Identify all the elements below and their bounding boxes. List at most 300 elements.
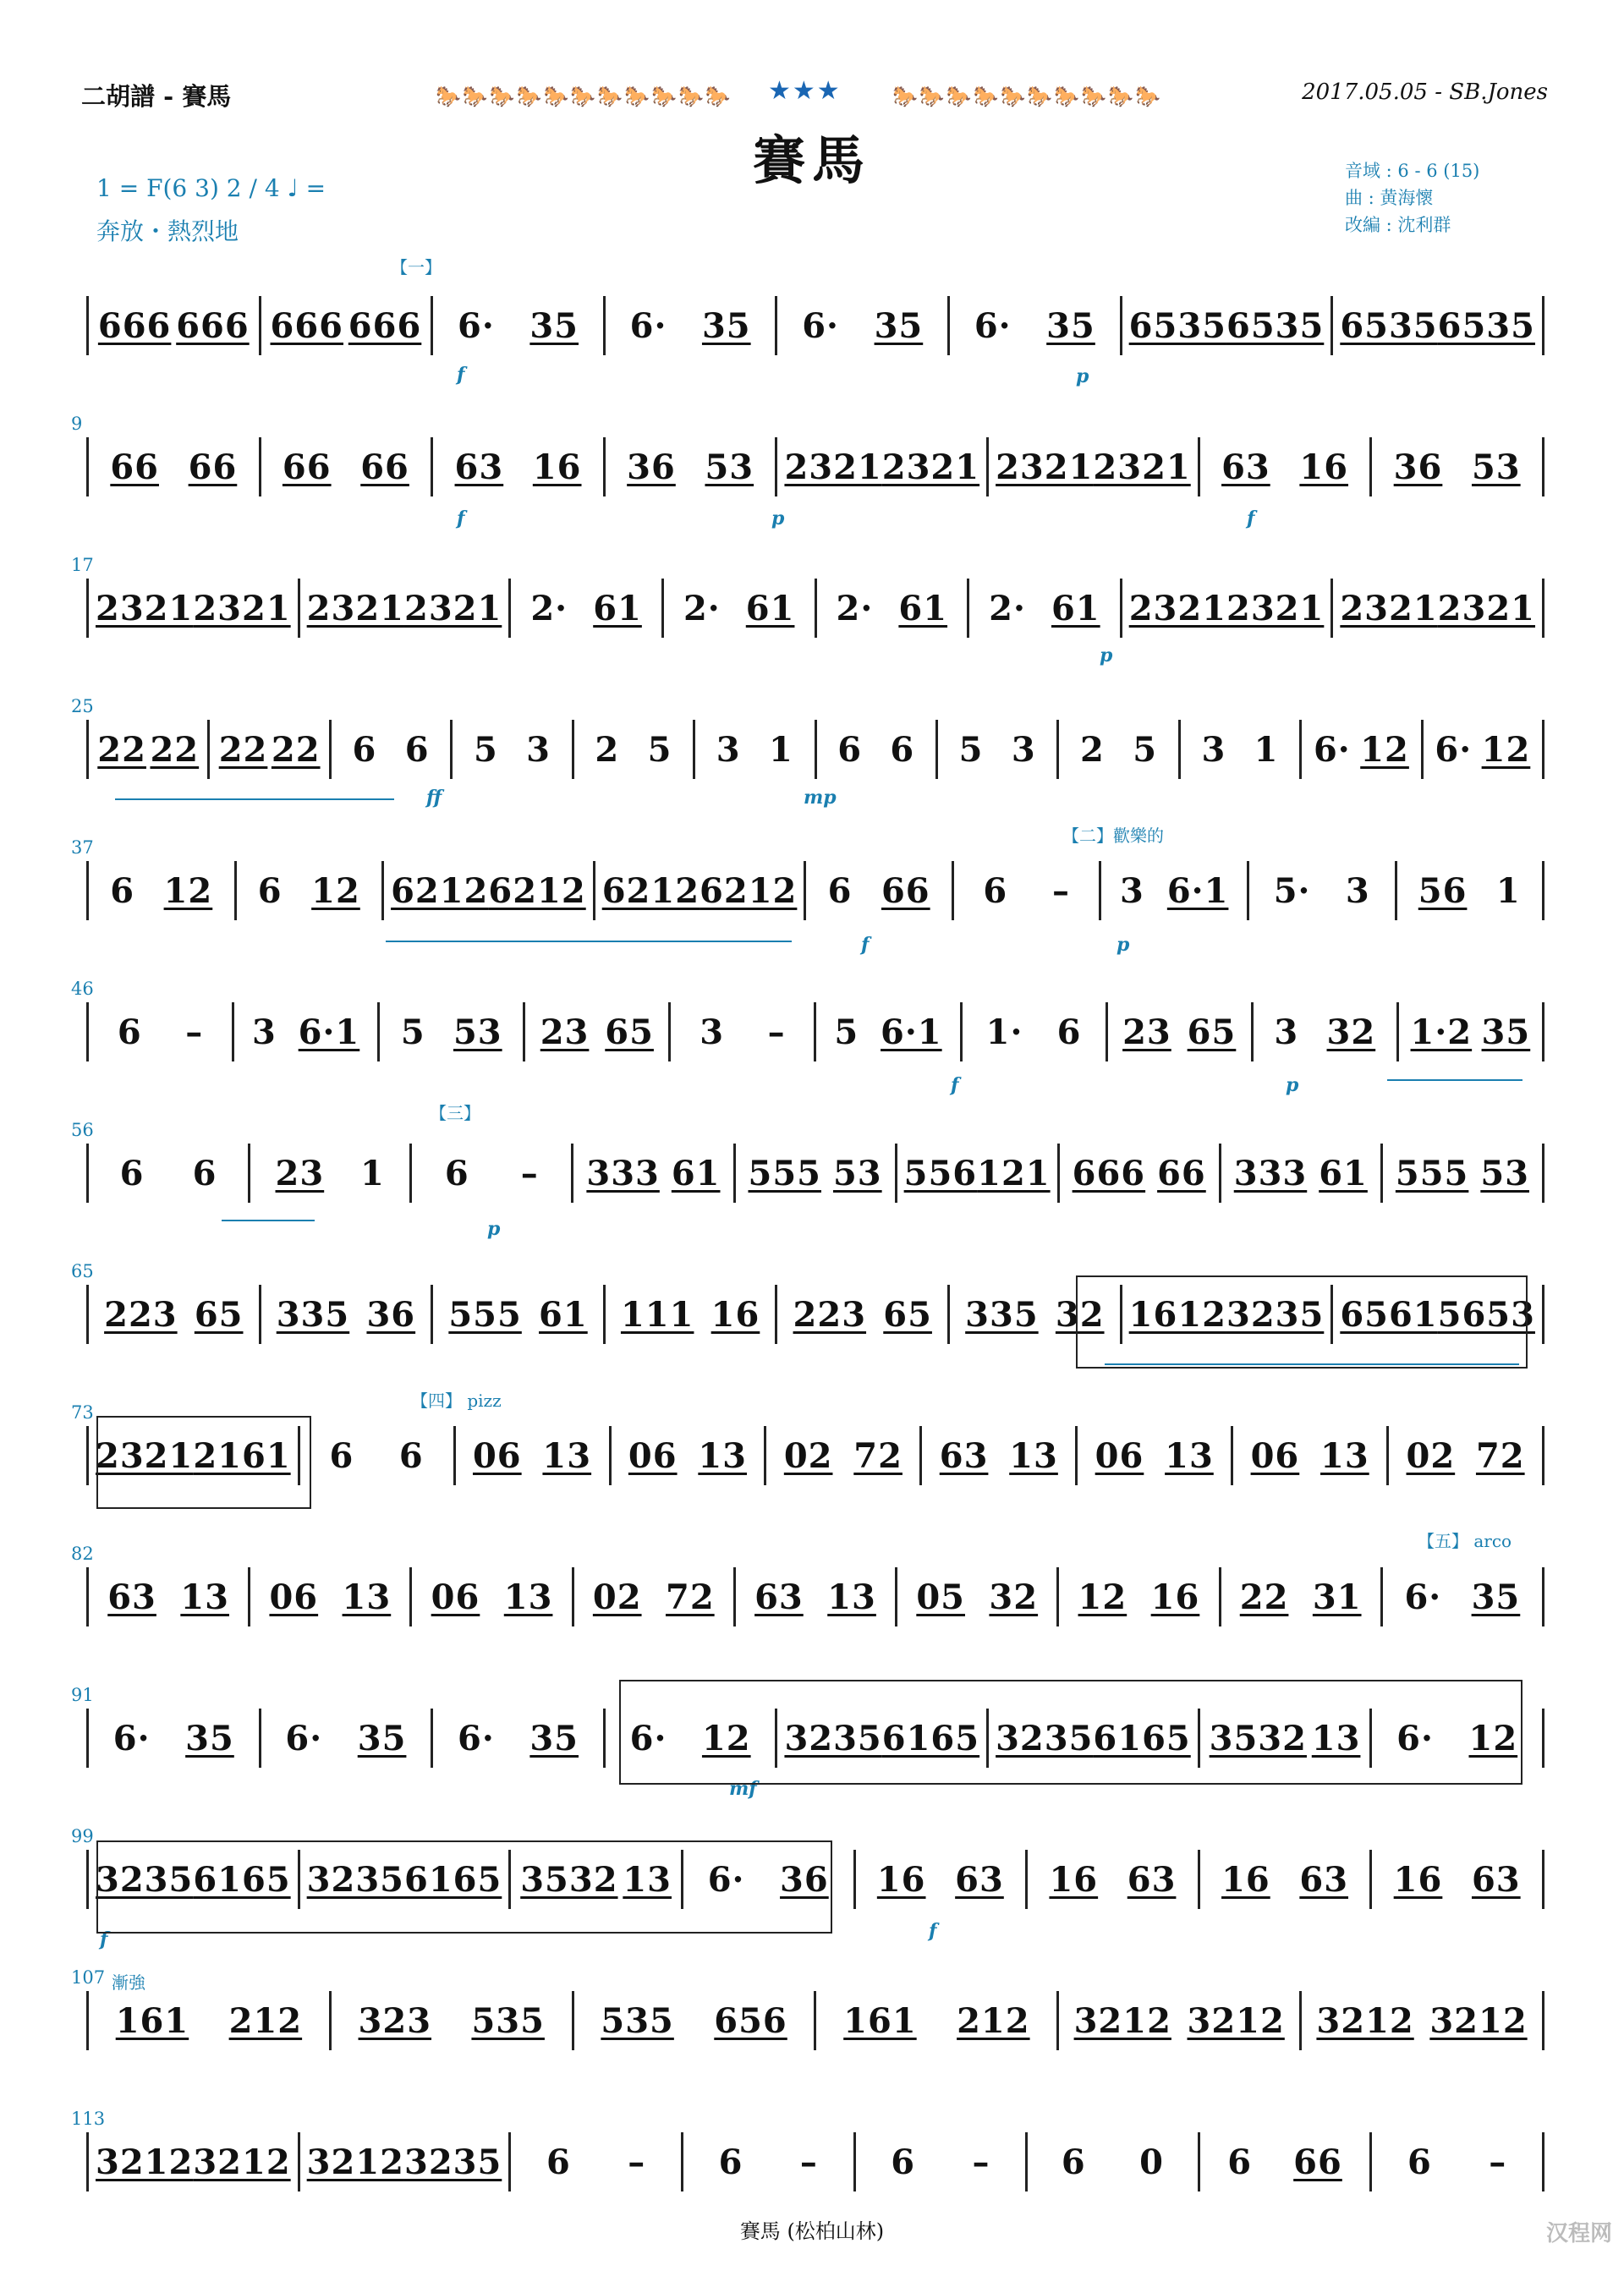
measure [1120,579,1331,638]
measure [1025,2132,1198,2191]
note-group: 36 [1393,447,1443,487]
measure-row [86,1144,1544,1203]
section-marker-4: 【四】 pizz [411,1391,502,1411]
measure [259,1285,431,1344]
note-group: 6 [119,1153,145,1193]
measure [1369,1850,1544,1909]
note-group: 3235 [1226,1294,1325,1335]
measure [207,720,328,779]
note-group: 13 [698,1435,748,1476]
note-group: 3212 [306,2142,404,2182]
measure [733,1144,895,1203]
dynamic-marking: ff [426,787,442,809]
note-group: 32 [1055,1294,1105,1335]
note-group: 1 [359,1153,385,1193]
note-group: 2· [530,588,568,628]
note-group: 16 [1393,1859,1443,1900]
note-group: 212 [957,2000,1030,2041]
note-group: 13 [1165,1435,1214,1476]
range-info: 音域 : 6 - 6 (15) [1345,161,1480,181]
note-group: 3212 [1073,2000,1171,2041]
note-group: 31 [1312,1577,1362,1617]
note-group: 16 [1299,447,1349,487]
note-group: 555 [1395,1153,1469,1193]
dynamic-marking: f [929,1920,937,1942]
hairpin [1105,1363,1519,1365]
note-group: – [628,2142,646,2182]
note-group: 2321 [1437,588,1535,628]
note-group: 16 [1049,1859,1099,1900]
note-group: 3235 [96,1859,194,1900]
note-group: 6· [802,305,839,346]
measure [1395,861,1545,920]
note-group: 666 [176,305,250,346]
note-group: 13 [1320,1435,1369,1476]
note-group: 223 [104,1294,178,1335]
measure [86,720,207,779]
measure-number: 113 [71,2109,106,2129]
measure-row [86,1991,1544,2050]
note-group: 35 [1481,1012,1531,1052]
note-group: 6535 [1340,305,1438,346]
note-group: 22 [150,729,200,770]
note-group: 3235 [784,1718,882,1758]
note-group: 53 [1471,447,1521,487]
note-group: 6 [546,2142,571,2182]
note-group: 61 [593,588,642,628]
note-group: 6 [827,870,853,911]
measure [1025,1850,1198,1909]
note-group: 6165 [403,1859,502,1900]
note-group: 06 [472,1435,522,1476]
boxed-passage-2 [96,1416,311,1509]
note-group: 53 [453,1012,502,1052]
measure [431,437,603,496]
measure [232,1002,377,1061]
note-group: 3 [1201,729,1226,770]
measure [1299,1991,1544,2050]
measure [259,1709,431,1768]
note-group: 6535 [1437,305,1535,346]
note-group: 3 [1011,729,1036,770]
measure-number: 46 [71,979,94,999]
note-group: 3 [1274,1012,1299,1052]
note-group: 6212 [601,870,700,911]
stars-decoration: ★★★ [768,76,842,106]
score-line [71,414,1544,530]
note-group: 16 [710,1294,760,1335]
credits [1345,157,1479,239]
note-group: 2· [836,588,874,628]
note-group: 6·1 [298,1012,360,1052]
note-group: 2321 [403,588,502,628]
note-group: 36 [366,1294,416,1335]
note-group: 61 [745,588,795,628]
note-group: 06 [628,1435,678,1476]
note-group: 66 [1157,1153,1206,1193]
measure-number: 65 [71,1261,94,1281]
note-group: 3 [716,729,741,770]
note-group: 656 [714,2000,787,2041]
note-group: – [1489,2142,1507,2182]
note-group: 6 [398,1435,424,1476]
note-group: 3212 [1187,2000,1285,2041]
measure [1330,579,1544,638]
measure [1330,296,1544,355]
note-group: 333 [1233,1153,1308,1193]
note-group: 36 [627,447,676,487]
measure [431,1285,603,1344]
note-group: 12 [701,1718,751,1758]
note-group: 61 [539,1294,588,1335]
measure [298,2132,509,2191]
note-group: 1 [768,729,793,770]
measure [86,1567,248,1626]
note-group: 63 [454,447,504,487]
note-group: 6·1 [1166,870,1229,911]
measure-row [86,2132,1544,2191]
note-group: 1 [1254,729,1279,770]
score-line [71,555,1544,672]
dynamic-marking: p [1116,934,1130,956]
note-group: 6 [117,1012,142,1052]
section-marker-5: 【五】 arco [1418,1531,1512,1551]
measure [1380,1567,1544,1626]
measure [1231,1426,1386,1485]
measure [572,1991,815,2050]
note-group: 6·1 [881,1012,942,1052]
note-group: 12 [1481,729,1531,770]
note-group: 6 [890,729,915,770]
note-group: 6 [718,2142,743,2182]
measure-number: 56 [71,1120,94,1140]
measure [409,1144,571,1203]
note-group: 35 [874,305,924,346]
dynamic-marking: p [487,1218,501,1240]
note-group: 666 [270,305,343,346]
note-group: 6 [352,729,377,770]
note-group: 111 [620,1294,694,1335]
note-group: 6· [629,1718,667,1758]
note-group: 6 [1061,2142,1086,2182]
note-group: 161 [843,2000,917,2041]
score-line [71,979,1544,1095]
measure [1251,1002,1396,1061]
note-group: 2321 [306,588,404,628]
note-group: – [799,2142,818,2182]
measure [298,579,509,638]
note-group: 3235 [403,2142,502,2182]
measure [259,296,431,355]
dynamic-marking: f [457,364,465,386]
note-group: 53 [705,447,754,487]
measure [814,1991,1056,2050]
measure [259,437,431,496]
note-group: 2321 [1128,588,1227,628]
measure [919,1426,1075,1485]
note-group: 65 [605,1012,654,1052]
measure [329,720,450,779]
note-group: 05 [916,1577,965,1617]
note-group: 13 [827,1577,876,1617]
measure [952,861,1100,920]
note-group: 35 [529,305,579,346]
note-group: 3532 [520,1859,618,1900]
dynamic-marking: p [1286,1074,1299,1096]
measure [693,720,814,779]
note-group: 65 [1187,1012,1237,1052]
note-group: 5 [958,729,984,770]
measure [86,1144,248,1203]
note-group: 3 [700,1012,725,1052]
note-group: 2· [683,588,721,628]
key-signature: 1 = F(6 3) 2 / 4 ♩ = [96,174,326,202]
dynamic-marking: f [861,934,870,956]
score-header-left: 二胡譜 - 賽馬 [81,82,232,111]
note-group: 6 [1056,1012,1082,1052]
measure [775,296,947,355]
note-group: 3212 [1316,2000,1414,2041]
horse-decoration-right: 🐎🐎🐎🐎🐎🐎🐎🐎🐎🐎 [892,85,1162,108]
note-group: 16 [1150,1577,1200,1617]
arranger-info: 改編 : 沈利群 [1345,215,1451,235]
note-group: 63 [1221,447,1270,487]
note-group: 35 [529,1718,579,1758]
note-group: 13 [180,1577,229,1617]
measure [453,1426,609,1485]
note-group: 1612 [1128,1294,1226,1335]
note-group: 3 [526,729,551,770]
note-group: – [1052,870,1071,911]
measure [1396,1002,1544,1061]
note-group: 6535 [1128,305,1226,346]
measure [733,1567,895,1626]
measure [815,720,935,779]
measure-number: 82 [71,1544,94,1564]
note-group: 22 [1239,1577,1289,1617]
boxed-passage-1 [1076,1275,1528,1369]
measure [775,437,986,496]
measure [986,437,1198,496]
measure [593,861,804,920]
measure [895,1567,1056,1626]
measure [814,1002,959,1061]
note-group: 333 [586,1153,660,1193]
note-group: 5 [400,1012,425,1052]
dynamic-marking: p [771,507,785,529]
measure [1369,2132,1544,2191]
note-group: 5 [1133,729,1158,770]
measure [86,296,259,355]
note-group: 2· [989,588,1026,628]
note-group: 63 [939,1435,989,1476]
note-group: 16 [1221,1859,1270,1900]
note-group: 13 [1311,1718,1361,1758]
note-group: – [520,1153,539,1193]
note-group: 5 [834,1012,859,1052]
hairpin [222,1220,315,1221]
measure-row [86,1002,1544,1061]
note-group: 6 [444,1153,469,1193]
note-group: 12 [1360,729,1409,770]
note-group: 2321 [996,447,1094,487]
measure [86,1002,232,1061]
note-group: 666 [348,305,422,346]
measure-number: 91 [71,1685,94,1705]
note-group: 5653 [1437,1294,1535,1335]
note-group: 63 [955,1859,1004,1900]
measure [234,861,382,920]
note-group: 6212 [700,870,798,911]
note-group: 35 [701,305,751,346]
note-group: 6 [891,2142,916,2182]
note-group: 72 [1475,1435,1525,1476]
note-group: 66 [282,447,332,487]
note-group: 13 [623,1859,672,1900]
note-group: – [185,1012,204,1052]
note-group: 212 [228,2000,303,2041]
note-group: 6· [458,1718,495,1758]
note-group: – [972,2142,990,2182]
note-group: 02 [592,1577,642,1617]
note-group: 6· [285,1718,323,1758]
note-group: 535 [471,2000,545,2041]
measure [1380,1144,1544,1203]
measure [815,579,968,638]
note-group: 63 [107,1577,156,1617]
measure-number: 25 [71,696,94,716]
note-group: 2321 [96,588,194,628]
measure [431,296,603,355]
note-group: 6· [1396,1718,1434,1758]
note-group: 6 [983,870,1008,911]
note-group: 6· [1313,729,1351,770]
note-group: 2161 [193,1435,291,1476]
note-group: 2321 [784,447,882,487]
dynamic-marking: p [1100,645,1113,666]
measure [935,720,1056,779]
note-group: 3532 [1209,1718,1307,1758]
note-group: 335 [276,1294,350,1335]
measure [668,1002,814,1061]
measure [1247,861,1395,920]
note-group: 3212 [1429,2000,1528,2041]
note-group: 2321 [193,588,291,628]
measure [431,1709,603,1768]
score-line [71,2109,1544,2225]
note-group: 35 [357,1718,407,1758]
note-group: 6 [404,729,430,770]
note-group: 06 [1250,1435,1300,1476]
measure [681,2132,853,2191]
note-group: 6165 [193,1859,291,1900]
score-line [71,837,1544,954]
note-group: 63 [1127,1859,1177,1900]
note-group: 6 [257,870,283,911]
note-group: 3235 [996,1718,1094,1758]
measure-row [86,861,1544,920]
measure [1299,720,1420,779]
measure-number: 9 [71,414,83,434]
note-group: 65 [194,1294,244,1335]
measure [1369,437,1544,496]
note-group: 06 [1095,1435,1144,1476]
note-group: 66 [360,447,409,487]
note-group: 66 [110,447,159,487]
note-group: 6· [1435,729,1473,770]
note-group: 555 [448,1294,522,1335]
site-watermark: 汉程网 [1545,2221,1612,2246]
measure [853,2132,1026,2191]
note-group: 35 [1046,305,1095,346]
note-group: 2 [1080,729,1105,770]
note-group: 5 [473,729,498,770]
note-group: 223 [793,1294,867,1335]
measure [409,1567,571,1626]
dynamic-marking: f [951,1074,959,1096]
note-group: 161 [115,2000,189,2041]
composer-info: 曲 : 黄海懷 [1345,188,1434,208]
measure [248,1144,409,1203]
note-group: 22 [271,729,321,770]
measure [508,579,661,638]
note-group: 1 [1495,870,1521,911]
note-group: 6 [1227,2142,1253,2182]
note-group: 121 [977,1153,1051,1193]
dynamic-marking: mp [804,787,837,809]
note-group: 6· [707,1859,745,1900]
note-group: 2321 [1340,588,1438,628]
measure [86,1285,259,1344]
note-group: 555 [748,1153,821,1193]
note-group: 02 [783,1435,833,1476]
note-group: 556 [903,1153,978,1193]
note-group: 16 [876,1859,926,1900]
measure [86,861,234,920]
measure [609,1426,765,1485]
note-group: 72 [853,1435,903,1476]
measure [523,1002,668,1061]
note-group: – [767,1012,786,1052]
measure [572,1567,733,1626]
note-group: 335 [965,1294,1039,1335]
note-group: 6561 [1340,1294,1438,1335]
note-group: 22 [97,729,146,770]
note-group: 12 [1468,1718,1518,1758]
score-line [73,279,1544,389]
note-group: 5 [647,729,672,770]
measure [86,437,259,496]
note-group: 2321 [1093,447,1191,487]
note-group: 2321 [96,1435,194,1476]
note-group: 66 [881,870,930,911]
dynamic-marking: f [457,507,465,529]
note-group: 06 [269,1577,319,1617]
measure [1421,720,1544,779]
measure [1057,1144,1219,1203]
note-group: 12 [1078,1577,1127,1617]
note-group: 66 [188,447,238,487]
horse-decoration-left: 🐎🐎🐎🐎🐎🐎🐎🐎🐎🐎🐎 [436,85,732,108]
measure [960,1002,1106,1061]
note-group: 535 [601,2000,674,2041]
score-line [71,1967,1544,2084]
note-group: 02 [1406,1435,1456,1476]
measure [450,720,571,779]
measure [1219,1567,1380,1626]
section-marker-2: 【二】歡樂的 [1062,826,1164,846]
measure [1056,1991,1299,2050]
